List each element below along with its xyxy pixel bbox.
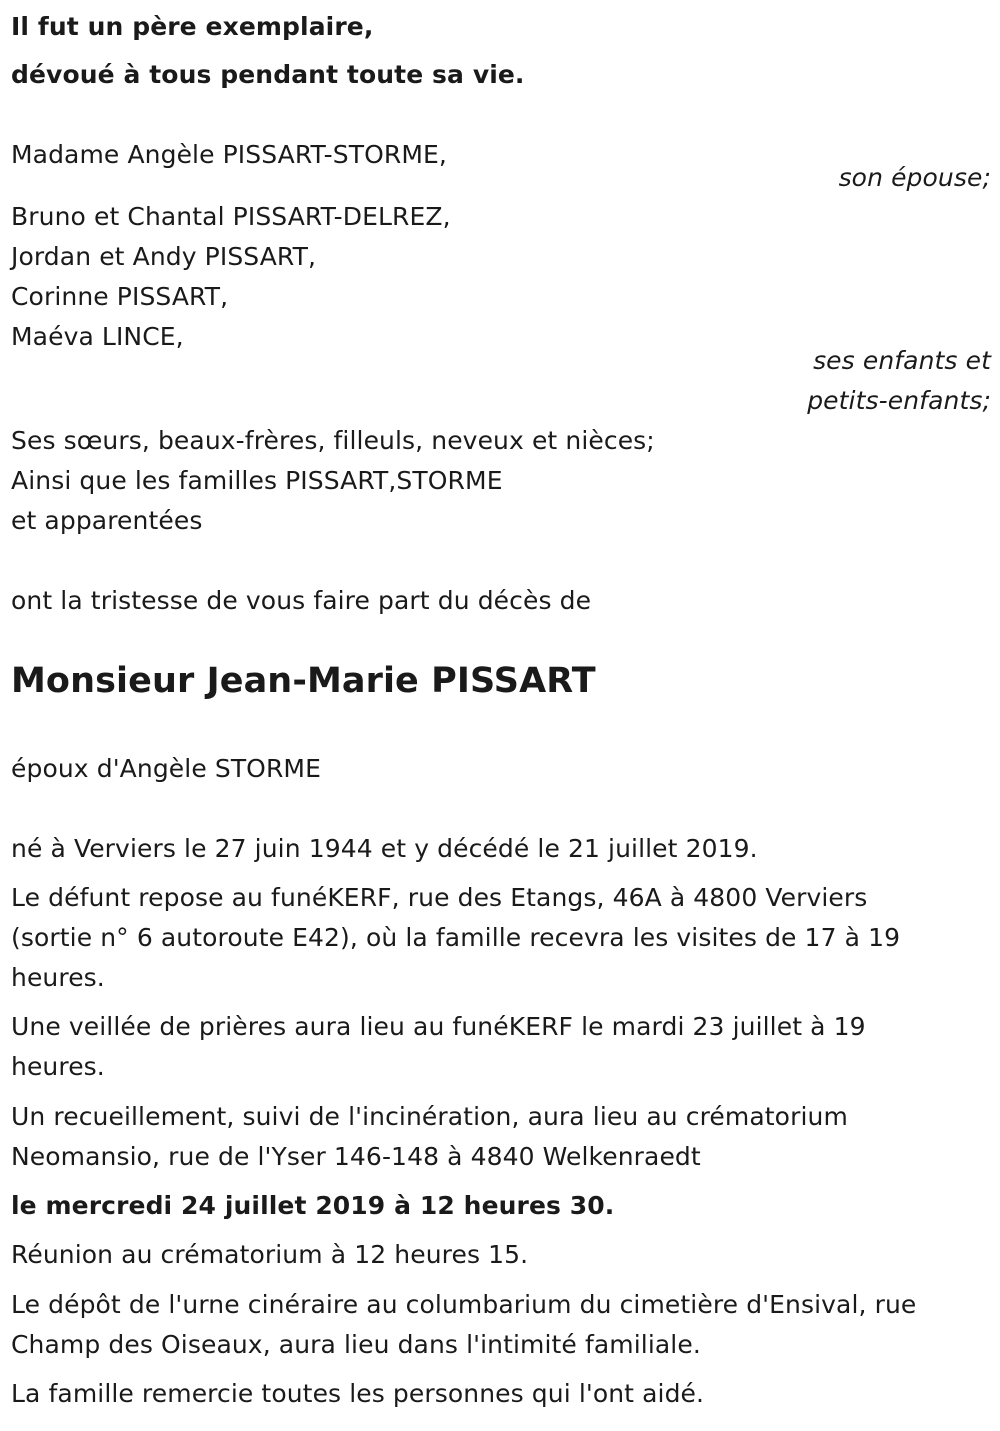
ceremony-date: le mercredi 24 juillet 2019 à 12 heures 30. xyxy=(11,1191,615,1220)
urne-line-1: Le dépôt de l'urne cinéraire au columbarium du cimetière d'Ensival, rue xyxy=(11,1290,917,1319)
repose-line-2: (sortie n° 6 autoroute E42), où la famille recevra les visites de 17 à 19 xyxy=(11,923,901,952)
recueillement-line-1: Un recueillement, suivi de l'incinération, aura lieu au crématorium xyxy=(11,1102,848,1131)
child-line-2: Jordan et Andy PISSART, xyxy=(11,242,316,271)
thanks-text: La famille remercie toutes les personnes qui l'ont aidé. xyxy=(11,1379,705,1408)
repose-line-1: Le défunt repose au funéKERF, rue des Etangs, 46A à 4800 Verviers xyxy=(11,883,868,912)
recueillement-line-2: Neomansio, rue de l'Yser 146-148 à 4840 Welkenraedt xyxy=(11,1142,701,1171)
reunion-text: Réunion au crématorium à 12 heures 15. xyxy=(11,1240,529,1269)
intro-line-2: dévoué à tous pendant toute sa vie. xyxy=(11,60,525,89)
children-role-line-2: petits-enfants; xyxy=(807,386,991,415)
others-line-1: Ses sœurs, beaux-frères, filleuls, neveux et nièces; xyxy=(11,426,655,455)
urne-line-2: Champ des Oiseaux, aura lieu dans l'intimité familiale. xyxy=(11,1330,701,1359)
child-line-4: Maéva LINCE, xyxy=(11,322,184,351)
others-line-2: Ainsi que les familles PISSART,STORME xyxy=(11,466,503,495)
birth-death: né à Verviers le 27 juin 1944 et y décédé le 21 juillet 2019. xyxy=(11,834,758,863)
repose-line-3: heures. xyxy=(11,963,105,992)
others-line-3: et apparentées xyxy=(11,506,203,535)
announce-text: ont la tristesse de vous faire part du décès de xyxy=(11,586,592,615)
child-line-1: Bruno et Chantal PISSART-DELREZ, xyxy=(11,202,451,231)
spouse-role: son épouse; xyxy=(838,163,991,192)
veillee-line-1: Une veillée de prières aura lieu au funéKERF le mardi 23 juillet à 19 xyxy=(11,1012,866,1041)
veillee-line-2: heures. xyxy=(11,1052,105,1081)
deceased-name: Monsieur Jean-Marie PISSART xyxy=(11,661,596,701)
intro-line-1: Il fut un père exemplaire, xyxy=(11,12,374,41)
deceased-spouse: époux d'Angèle STORME xyxy=(11,754,321,783)
child-line-3: Corinne PISSART, xyxy=(11,282,229,311)
children-role-line-1: ses enfants et xyxy=(813,346,991,375)
spouse-name: Madame Angèle PISSART-STORME, xyxy=(11,140,447,169)
